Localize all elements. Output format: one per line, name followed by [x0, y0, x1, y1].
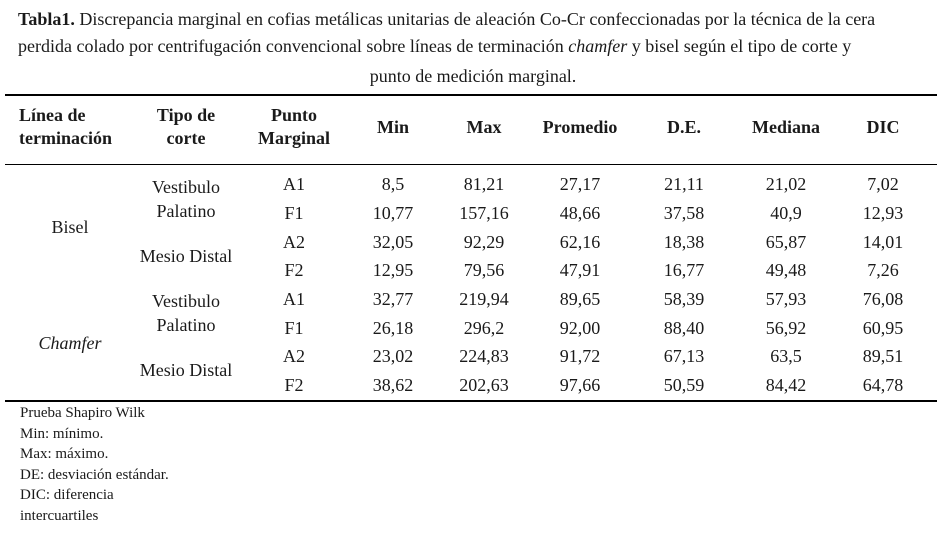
cell-dic: 60,95 [862, 318, 904, 338]
cell-dic: 7,02 [867, 174, 899, 194]
caption-line-2 [18, 33, 928, 60]
cell-promedio: 27,17 [559, 174, 601, 194]
corte-text: Vestibulo [151, 291, 220, 311]
corte-vestibulo-palatino [126, 289, 246, 337]
table-notes [20, 403, 169, 526]
header-text: Marginal [258, 128, 330, 148]
cell-promedio: 89,65 [559, 289, 601, 309]
corte-text: Vestibulo [151, 177, 220, 197]
header-de: D.E. [666, 117, 701, 137]
note-line: Max: máximo. [20, 446, 109, 462]
header-dic: DIC [866, 117, 900, 137]
cell-min: 10,77 [372, 203, 414, 223]
cell-de: 18,38 [663, 232, 705, 252]
cell-mediana: 21,02 [765, 174, 807, 194]
header-promedio: Promedio [542, 117, 618, 137]
cell-dic: 76,08 [862, 289, 904, 309]
cell-promedio: 91,72 [559, 346, 601, 366]
cell-punto: F1 [284, 318, 304, 338]
note-line: DE: desviación estándar. [20, 466, 169, 483]
cell-punto: A1 [283, 289, 305, 309]
caption-line-3: punto de medición marginal. [369, 66, 577, 86]
caption-text: por la técnica de la cera [700, 9, 876, 29]
cell-max: 92,29 [463, 232, 505, 252]
cell-dic: 14,01 [862, 232, 904, 252]
table-caption [18, 6, 928, 90]
caption-text: perdida colado por centrifugación convencional sobre líneas de terminación [18, 36, 569, 56]
note-line: Min: mínimo. [20, 425, 104, 442]
corte-mesio-distal: Mesio Distal [139, 246, 233, 266]
caption-text: Discrepancia marginal en cofias metálicas unitarias de aleación Co-Cr [74, 9, 590, 29]
corte-vestibulo-palatino [126, 175, 246, 223]
cell-promedio: 62,16 [559, 232, 601, 252]
header-punto-marginal [244, 104, 344, 150]
cell-max: 81,21 [463, 174, 505, 194]
header-tipo-corte [136, 104, 236, 150]
corte-text: Palatino [156, 315, 216, 335]
header-text: Línea de [19, 105, 86, 125]
cell-dic: 64,78 [862, 375, 904, 395]
cell-min: 8,5 [381, 174, 405, 194]
cell-mediana: 63,5 [770, 346, 802, 366]
note-line: Prueba Shapiro Wilk [20, 405, 145, 421]
note-line: DIC: diferencia [20, 487, 114, 503]
header-mediana: Mediana [751, 117, 820, 137]
cell-max: 219,94 [459, 289, 509, 309]
table-bottom-rule [5, 400, 937, 402]
table-top-rule [5, 94, 937, 96]
header-text: corte [166, 128, 206, 148]
cell-mediana: 49,48 [765, 260, 807, 280]
group-linea-bisel: Bisel [51, 217, 89, 237]
caption-label: Tabla1. [18, 9, 75, 29]
caption-text-italic: chamfer [568, 36, 628, 56]
caption-text: y bisel según el tipo de corte y [627, 36, 852, 56]
cell-dic: 89,51 [862, 346, 904, 366]
cell-promedio: 92,00 [559, 318, 601, 338]
cell-mediana: 40,9 [770, 203, 802, 223]
cell-de: 88,40 [663, 318, 705, 338]
cell-de: 37,58 [663, 203, 705, 223]
cell-min: 38,62 [372, 375, 414, 395]
header-text: Punto [270, 105, 317, 125]
header-max: Max [466, 117, 502, 137]
cell-mediana: 56,92 [765, 318, 807, 338]
corte-text: Palatino [156, 201, 216, 221]
group-linea-chamfer: Chamfer [38, 333, 102, 353]
header-linea [19, 104, 123, 150]
note-line: intercuartiles [20, 507, 99, 524]
cell-promedio: 48,66 [559, 203, 601, 223]
header-text: Tipo de [156, 105, 216, 125]
cell-mediana: 57,93 [765, 289, 807, 309]
corte-mesio-distal: Mesio Distal [139, 360, 233, 380]
cell-punto: F1 [284, 203, 304, 223]
cell-min: 32,77 [372, 289, 414, 309]
header-min: Min [376, 117, 409, 137]
caption-text-bold: confeccionadas [589, 9, 701, 29]
cell-de: 21,11 [664, 174, 704, 194]
cell-mediana: 84,42 [765, 375, 807, 395]
caption-line-1 [18, 6, 928, 33]
cell-de: 67,13 [663, 346, 705, 366]
cell-min: 23,02 [372, 346, 414, 366]
cell-max: 224,83 [459, 346, 509, 366]
cell-de: 16,77 [663, 260, 705, 280]
cell-max: 79,56 [463, 260, 505, 280]
cell-min: 32,05 [372, 232, 414, 252]
cell-de: 50,59 [663, 375, 705, 395]
table-header-rule [5, 164, 937, 165]
cell-min: 12,95 [372, 260, 414, 280]
cell-mediana: 65,87 [765, 232, 807, 252]
cell-max: 202,63 [459, 375, 509, 395]
cell-max: 296,2 [463, 318, 505, 338]
cell-punto: F2 [284, 375, 304, 395]
cell-punto: A1 [283, 174, 305, 194]
cell-max: 157,16 [459, 203, 509, 223]
cell-dic: 12,93 [862, 203, 904, 223]
cell-punto: A2 [283, 346, 305, 366]
cell-punto: F2 [284, 260, 304, 280]
cell-punto: A2 [283, 232, 305, 252]
cell-de: 58,39 [663, 289, 705, 309]
cell-min: 26,18 [372, 318, 414, 338]
header-text: terminación [19, 128, 112, 148]
cell-promedio: 97,66 [559, 375, 601, 395]
cell-promedio: 47,91 [559, 260, 601, 280]
cell-dic: 7,26 [867, 260, 899, 280]
